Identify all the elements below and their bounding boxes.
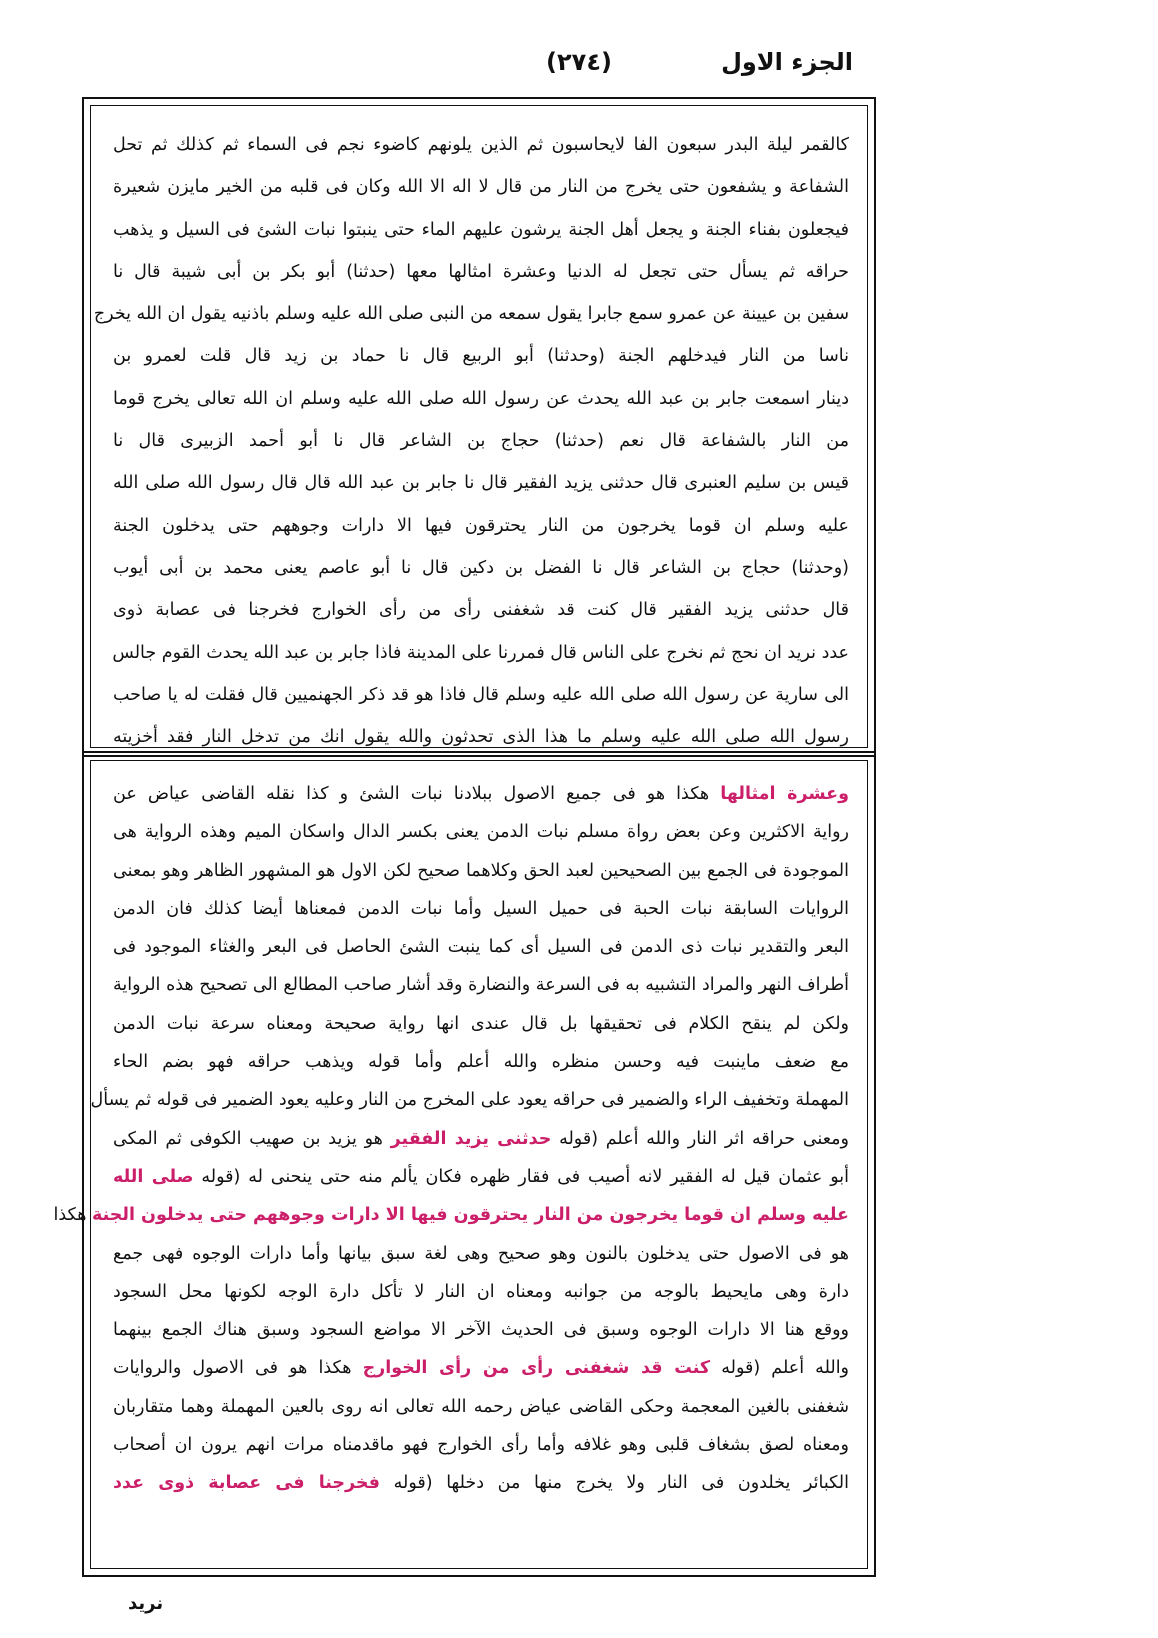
commentary-line bbox=[113, 1120, 849, 1158]
hadith-line: رسول الله صلى الله عليه وسلم ما هذا الذى تحدثون والله يقول انك من تدخل النار فقد أخزيته bbox=[113, 727, 849, 748]
commentary-line bbox=[113, 1158, 849, 1196]
commentary-line bbox=[90, 1081, 849, 1119]
commentary-line bbox=[113, 775, 849, 813]
commentary-text-run: هو فى الاصول حتى يدخلون بالنون وهو صحيح وهى لغة سبق بيانها وأما دارات الوجوه فهى جمع bbox=[113, 1243, 849, 1264]
commentary-line bbox=[113, 852, 849, 890]
commentary-text-run: الكبائر يخلدون فى النار ولا يخرج منها من دخلها (قوله bbox=[379, 1473, 849, 1494]
section-divider bbox=[84, 751, 874, 757]
commentary-text-run: هكذا هو فى جميع الاصول ببلادنا نبات الشئ و كذا نقله القاضى عياض عن bbox=[113, 784, 721, 804]
hadith-line: من النار بالشفاعة قال نعم (حدثنا) حجاج بن الشاعر قال نا أبو أحمد الزبيرى قال نا bbox=[113, 431, 849, 452]
hadith-line: الشفاعة و يشفعون حتى يخرج من النار من قال لا اله الا الله وكان فى قلبه من الخير مايزن شعيرة bbox=[113, 177, 849, 198]
commentary-text-run: ومعنى حراقه اثر النار والله أعلم (قوله bbox=[551, 1128, 849, 1149]
lemma-highlight: صلى الله bbox=[113, 1166, 194, 1187]
commentary-text-run: والله أعلم (قوله bbox=[710, 1358, 850, 1379]
commentary-line bbox=[113, 1273, 849, 1311]
commentary-line bbox=[113, 813, 849, 851]
part-title: الجزء الاول bbox=[721, 48, 853, 76]
commentary-text-run: ولكن لم ينقح الكلام فى تحقيقها بل قال عندى انها رواية صحيحة ومعناه سرعة نبات الدمن bbox=[113, 1013, 849, 1034]
page-header bbox=[0, 40, 1158, 90]
commentary-line bbox=[113, 1005, 849, 1043]
commentary-text-run: أبو عثمان قيل له الفقير لانه أصيب فى فقار ظهره فكان يألم منه حتى ينحنى له (قوله bbox=[193, 1166, 849, 1187]
commentary-line bbox=[113, 1464, 849, 1502]
commentary-line bbox=[113, 1426, 849, 1464]
commentary-line bbox=[113, 966, 849, 1004]
catchword: نريد bbox=[128, 1593, 164, 1614]
commentary-text-run: ووقع هنا الا دارات الوجوه وسبق فى الحديث الآخر الا مواضع السجود وسبق هناك الجمع بينهما bbox=[113, 1320, 849, 1341]
commentary-text-run: شغفنى بالغين المعجمة وحكى القاضى عياض رحمه الله تعالى انه روى بالعين المهملة وهما متقاربان bbox=[113, 1396, 849, 1417]
commentary-line bbox=[53, 1196, 849, 1234]
commentary-text-run: الروايات السابقة نبات الحبة فى حميل السيل وأما نبات الدمن فمعناها أيضا كذلك فان الدمن bbox=[113, 898, 849, 919]
hadith-line: عدد نريد ان نحج ثم نخرج على الناس قال فمررنا على المدينة فاذا جابر بن عبد الله يحدث القوم جالس bbox=[112, 642, 849, 663]
commentary-text-run: مع ضعف ماينبت فيه وحسن منظره والله أعلم وأما قوله ويذهب حراقه فهو بضم الحاء bbox=[113, 1052, 849, 1073]
commentary-line bbox=[113, 1388, 849, 1426]
commentary-line bbox=[113, 1349, 849, 1387]
commentary-text bbox=[53, 775, 850, 1503]
commentary-box bbox=[53, 760, 868, 1569]
lemma-highlight: وعشرة امثالها bbox=[720, 784, 849, 804]
lemma-highlight: حدثنى يزيد الفقير bbox=[390, 1128, 552, 1149]
hadith-line: فيجعلون بفناء الجنة و يجعل أهل الجنة يرشون عليهم الماء حتى ينبتوا نبات الشئ فى السيل و يذهب bbox=[113, 219, 849, 240]
hadith-box bbox=[90, 105, 868, 748]
commentary-text-run: دارة وهى مايحيط بالوجه من جوانبه ومعناه ان النار لا تأكل دارة الوجه لكونها محل السجود bbox=[113, 1281, 849, 1302]
commentary-text-run: هكذا هو فى الاصول والروايات bbox=[113, 1358, 363, 1379]
commentary-line bbox=[113, 1043, 849, 1081]
hadith-line: عليه وسلم ان قوما يخرجون من النار يحترقون فيها الا دارات وجوههم حتى يدخلون الجنة bbox=[113, 515, 849, 536]
hadith-line: قيس بن سليم العنبرى قال حدثنى يزيد الفقير قال نا جابر بن عبد الله قال قال رسول الله صلى الله bbox=[113, 473, 849, 494]
lemma-highlight: عليه وسلم ان قوما يخرجون من النار يحترقون فيها الا دارات وجوههم حتى يدخلون الجنة bbox=[92, 1205, 849, 1226]
hadith-text bbox=[93, 124, 849, 758]
commentary-text-run: أطراف النهر والمراد التشبيه به فى السرعة والنضارة وقد أشار صاحب المطالع الى تصحيح هذه الرواية bbox=[113, 975, 849, 996]
hadith-line: سفين بن عيينة عن عمرو سمع جابرا يقول سمعه من النبى صلى الله عليه وسلم باذنيه يقول ان الله يخرج bbox=[93, 304, 849, 325]
commentary-line bbox=[113, 928, 849, 966]
commentary-text-run: ومعناه لصق بشغاف قلبى وهو غلافه وأما رأى الخوارج فهو ماقدمناه مرات انهم يرون ان أصحاب bbox=[113, 1435, 849, 1456]
lemma-highlight: فخرجنا فى عصابة ذوى عدد bbox=[113, 1473, 380, 1494]
commentary-line bbox=[113, 1311, 849, 1349]
hadith-line: قال حدثنى يزيد الفقير قال كنت قد شغفنى رأى من رأى الخوارج فخرجنا فى عصابة ذوى bbox=[113, 600, 849, 621]
commentary-line bbox=[113, 890, 849, 928]
hadith-line: الى سارية عن رسول الله صلى الله عليه وسلم قال فاذا هو قد ذكر الجهنميين قال فقلت له يا صاحب bbox=[113, 684, 849, 705]
commentary-text-run: رواية الاكثرين وعن بعض رواة مسلم نبات الدمن يعنى بكسر الدال واسكان الميم وهذه الرواية هى bbox=[113, 822, 849, 843]
commentary-text-run: هكذا bbox=[53, 1205, 92, 1226]
commentary-text-run: المهملة وتخفيف الراء والضمير فى حراقه يعود على المخرج من النار وعليه يعود الضمير فى قوله ثم يسأل bbox=[90, 1090, 849, 1111]
hadith-line: حراقه ثم يسأل حتى تجعل له الدنيا وعشرة امثالها معها (حدثنا) أبو بكر بن أبى شيبة قال نا bbox=[113, 261, 849, 282]
commentary-text-run: البعر والتقدير نبات ذى الدمن فى السيل أى كما ينبت الشئ الحاصل فى البعر والغثاء الموجود فى bbox=[113, 937, 849, 958]
hadith-line: كالقمر ليلة البدر سبعون الفا لايحاسبون ثم الذين يلونهم كاضوء نجم فى السماء ثم كذلك ثم تحل bbox=[113, 135, 849, 155]
commentary-line bbox=[113, 1235, 849, 1273]
page-number: (٢٧٤) bbox=[546, 48, 612, 76]
page-frame bbox=[53, 97, 876, 1577]
commentary-text-run: الموجودة فى الجمع بين الصحيحين لعبد الحق وكلاهما صحيح لكن الاول هو المشهور الظاهر وهو بمعنى bbox=[113, 860, 849, 881]
lemma-highlight: كنت قد شغفنى رأى من رأى الخوارج bbox=[362, 1358, 711, 1379]
hadith-line: دينار اسمعت جابر بن عبد الله يحدث عن رسول الله صلى الله عليه وسلم ان الله تعالى يخرج قوما bbox=[113, 388, 849, 409]
hadith-line: (وحدثنا) حجاج بن الشاعر قال نا الفضل بن دكين قال نا أبو عاصم يعنى محمد بن أبى أيوب bbox=[113, 557, 849, 578]
commentary-text-run: هو يزيد بن صهيب الكوفى ثم المكى bbox=[113, 1128, 391, 1149]
hadith-line: ناسا من النار فيدخلهم الجنة (وحدثنا) أبو الربيع قال نا حماد بن زيد قال قلت لعمرو بن bbox=[113, 346, 849, 367]
